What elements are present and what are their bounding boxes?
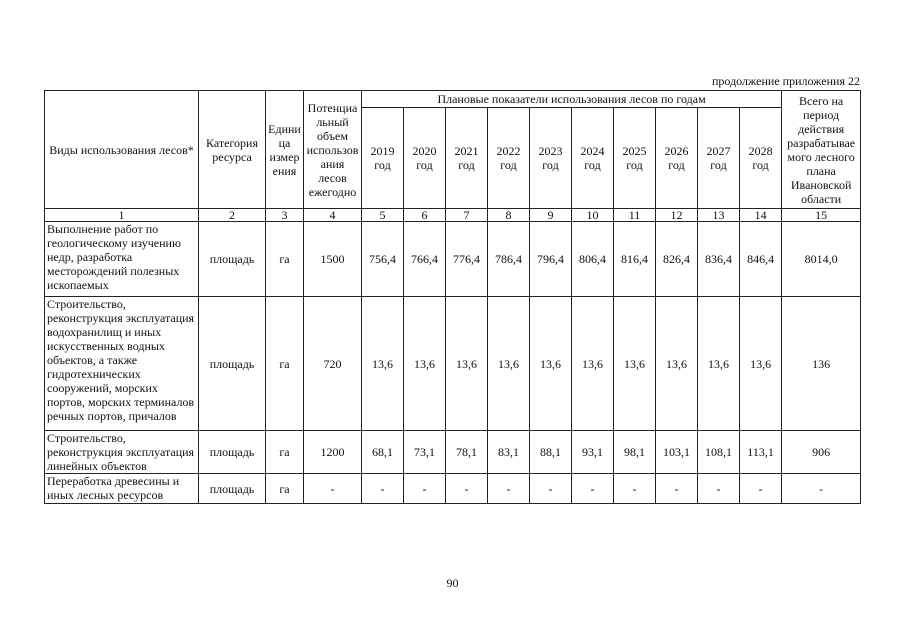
cell-category: площадь: [199, 431, 266, 474]
header-year: 2025 год: [614, 108, 656, 209]
cell-year-value: -: [446, 474, 488, 504]
table-row: [45, 222, 861, 297]
header-year: 2026 год: [656, 108, 698, 209]
cell-year-value: 766,4: [404, 222, 446, 297]
header-potential: Потенциальный объем использования лесов ежегодно: [304, 91, 362, 209]
cell-kind: Выполнение работ по геологическому изучению недр, разработка месторождений полезных ископаемых: [45, 222, 199, 297]
cell-year-value: 13,6: [404, 297, 446, 431]
table-row: [45, 474, 861, 504]
header-total: Всего на период действия разрабатываемого лесного плана Ивановской области: [782, 91, 861, 209]
column-number: 15: [782, 209, 861, 222]
cell-unit: га: [266, 431, 304, 474]
header-year: 2028 год: [740, 108, 782, 209]
cell-year-value: 98,1: [614, 431, 656, 474]
cell-potential: 720: [304, 297, 362, 431]
header-year: 2027 год: [698, 108, 740, 209]
cell-year-value: -: [530, 474, 572, 504]
header-year: 2022 год: [488, 108, 530, 209]
cell-year-value: -: [740, 474, 782, 504]
cell-kind: Строительство, реконструкция эксплуатация водохранилищ и иных искусственных водных объектов, а также гидротехнических сооружений, морских портов, морских терминалов речных портов, причалов: [45, 297, 199, 431]
cell-year-value: 108,1: [698, 431, 740, 474]
cell-year-value: 13,6: [698, 297, 740, 431]
header-year: 2021 год: [446, 108, 488, 209]
cell-year-value: 796,4: [530, 222, 572, 297]
cell-kind: Строительство, реконструкция эксплуатация линейных объектов: [45, 431, 199, 474]
header-unit: Единица измерения: [266, 91, 304, 209]
header-year: 2024 год: [572, 108, 614, 209]
cell-year-value: -: [698, 474, 740, 504]
cell-year-value: 13,6: [656, 297, 698, 431]
cell-year-value: 68,1: [362, 431, 404, 474]
cell-category: площадь: [199, 474, 266, 504]
cell-year-value: 816,4: [614, 222, 656, 297]
cell-year-value: 756,4: [362, 222, 404, 297]
cell-year-value: -: [404, 474, 446, 504]
column-number: 7: [446, 209, 488, 222]
cell-year-value: 13,6: [530, 297, 572, 431]
cell-year-value: 13,6: [740, 297, 782, 431]
header-category: Категория ресурса: [199, 91, 266, 209]
column-number: 11: [614, 209, 656, 222]
cell-year-value: 806,4: [572, 222, 614, 297]
cell-year-value: 83,1: [488, 431, 530, 474]
column-number: 1: [45, 209, 199, 222]
cell-unit: га: [266, 474, 304, 504]
cell-year-value: 73,1: [404, 431, 446, 474]
cell-year-value: 13,6: [446, 297, 488, 431]
cell-year-value: 88,1: [530, 431, 572, 474]
cell-year-value: 846,4: [740, 222, 782, 297]
cell-year-value: 836,4: [698, 222, 740, 297]
table-row: [45, 297, 861, 431]
cell-year-value: 78,1: [446, 431, 488, 474]
cell-year-value: 93,1: [572, 431, 614, 474]
column-number: 9: [530, 209, 572, 222]
cell-year-value: 113,1: [740, 431, 782, 474]
table-row: [45, 431, 861, 474]
cell-year-value: -: [362, 474, 404, 504]
cell-potential: 1500: [304, 222, 362, 297]
header-year: 2023 год: [530, 108, 572, 209]
cell-year-value: 13,6: [362, 297, 404, 431]
column-number: 6: [404, 209, 446, 222]
cell-total: -: [782, 474, 861, 504]
cell-year-value: -: [488, 474, 530, 504]
cell-year-value: -: [614, 474, 656, 504]
forest-use-table: [44, 90, 861, 504]
column-number: 4: [304, 209, 362, 222]
cell-total: 136: [782, 297, 861, 431]
cell-year-value: -: [656, 474, 698, 504]
cell-year-value: 13,6: [614, 297, 656, 431]
page-number: 90: [446, 576, 459, 590]
cell-year-value: 786,4: [488, 222, 530, 297]
cell-category: площадь: [199, 297, 266, 431]
cell-year-value: -: [572, 474, 614, 504]
cell-category: площадь: [199, 222, 266, 297]
column-number: 8: [488, 209, 530, 222]
cell-potential: -: [304, 474, 362, 504]
header-planned: Плановые показатели использования лесов по годам: [362, 91, 782, 108]
cell-year-value: 13,6: [488, 297, 530, 431]
column-number: 14: [740, 209, 782, 222]
column-number: 13: [698, 209, 740, 222]
cell-year-value: 103,1: [656, 431, 698, 474]
cell-year-value: 776,4: [446, 222, 488, 297]
header-year: 2020 год: [404, 108, 446, 209]
header-kind: Виды использования лесов*: [45, 91, 199, 209]
column-number: 3: [266, 209, 304, 222]
cell-unit: га: [266, 297, 304, 431]
appendix-caption: продолжение приложения 22: [712, 74, 860, 88]
column-number: 10: [572, 209, 614, 222]
cell-potential: 1200: [304, 431, 362, 474]
header-year: 2019 год: [362, 108, 404, 209]
cell-total: 906: [782, 431, 861, 474]
cell-year-value: 826,4: [656, 222, 698, 297]
cell-unit: га: [266, 222, 304, 297]
cell-year-value: 13,6: [572, 297, 614, 431]
cell-kind: Переработка древесины и иных лесных ресурсов: [45, 474, 199, 504]
cell-total: 8014,0: [782, 222, 861, 297]
column-number: 12: [656, 209, 698, 222]
column-number: 5: [362, 209, 404, 222]
column-number: 2: [199, 209, 266, 222]
